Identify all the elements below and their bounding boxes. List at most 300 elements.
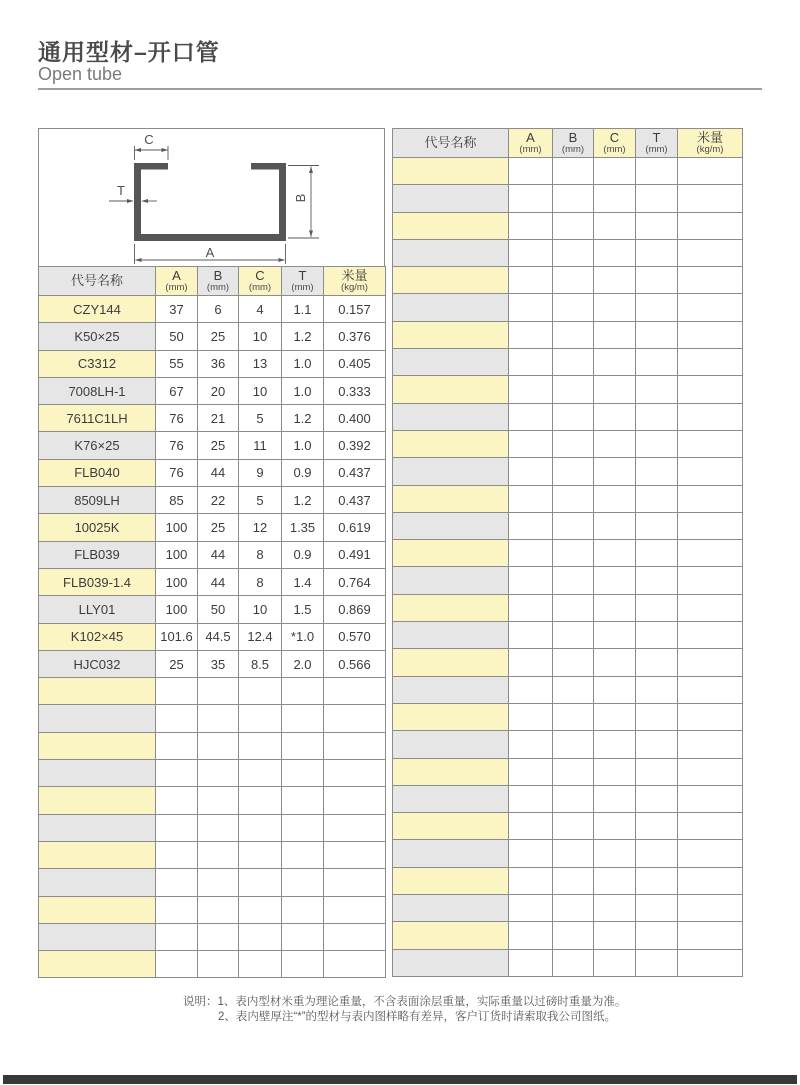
value-cell [678,649,743,676]
column-header: T (mm) [636,129,678,158]
value-cell [678,622,743,649]
value-cell: 0.869 [324,596,386,623]
code-cell [393,567,509,594]
value-cell [678,840,743,867]
value-cell [553,321,594,348]
value-cell [636,403,678,430]
value-cell [553,185,594,212]
value-cell [636,458,678,485]
value-cell [678,785,743,812]
value-cell: 35 [198,650,239,677]
table-row [39,596,386,623]
value-cell [553,622,594,649]
value-cell: 25 [198,432,239,459]
code-cell: 7611C1LH [39,405,156,432]
table-row [39,568,386,595]
table-row [393,267,743,294]
value-cell [594,403,636,430]
value-cell [553,403,594,430]
value-cell [324,787,386,814]
code-cell [393,458,509,485]
value-cell [198,896,239,923]
code-cell [393,731,509,758]
table-row [39,432,386,459]
value-cell: 0.491 [324,541,386,568]
value-cell [239,841,282,868]
value-cell [636,867,678,894]
value-cell [678,239,743,266]
page-title: 通用型材–开口管 [38,39,220,65]
value-cell [594,731,636,758]
value-cell [282,760,324,787]
value-cell: 1.0 [282,350,324,377]
code-cell [393,294,509,321]
value-cell [678,703,743,730]
value-cell: 25 [156,650,198,677]
table-row [39,377,386,404]
value-cell [594,622,636,649]
code-cell [393,403,509,430]
code-cell [393,895,509,922]
value-cell [156,896,198,923]
value-cell [553,922,594,949]
value-cell [156,841,198,868]
code-cell [393,840,509,867]
value-cell: 9 [239,459,282,486]
table-row [393,758,743,785]
value-cell [594,840,636,867]
value-cell [678,403,743,430]
value-cell: 1.0 [282,432,324,459]
value-cell [594,512,636,539]
table-row [393,813,743,840]
value-cell [509,922,553,949]
table-row [393,922,743,949]
value-cell [282,705,324,732]
table-row [393,895,743,922]
value-cell [678,731,743,758]
value-cell: 1.4 [282,568,324,595]
title-divider [38,88,762,90]
value-cell: 76 [156,405,198,432]
value-cell: 37 [156,296,198,323]
table-row [393,321,743,348]
value-cell [636,540,678,567]
value-cell [594,867,636,894]
dim-label-b: B [293,193,308,203]
note-line-1: 1、表内型材米重为理论重量，不含表面涂层重量，实际重量以过磅时重量为准。 [217,996,627,1008]
value-cell [156,951,198,978]
note-line-2: 2、表内壁厚注“*”的型材与表内图样略有差异，客户订货时请索取我公司图纸。 [218,1011,617,1023]
value-cell: 13 [239,350,282,377]
value-cell [553,676,594,703]
profile-spec-table [38,266,386,978]
value-cell [594,949,636,976]
value-cell [324,814,386,841]
value-cell [636,840,678,867]
value-cell [678,949,743,976]
value-cell [324,678,386,705]
value-cell [156,787,198,814]
value-cell: 100 [156,596,198,623]
code-cell [393,813,509,840]
code-cell [393,758,509,785]
table-row [393,212,743,239]
code-cell: K76×25 [39,432,156,459]
value-cell [509,376,553,403]
value-cell [594,922,636,949]
table-row [39,487,386,514]
value-cell: 0.400 [324,405,386,432]
value-cell [678,376,743,403]
table-row [39,650,386,677]
value-cell: 0.376 [324,323,386,350]
code-cell [39,705,156,732]
value-cell [553,267,594,294]
value-cell [553,349,594,376]
table-row [39,841,386,868]
value-cell: 2.0 [282,650,324,677]
value-cell [509,622,553,649]
value-cell: 0.157 [324,296,386,323]
value-cell [198,814,239,841]
value-cell [594,594,636,621]
value-cell [324,732,386,759]
value-cell [594,703,636,730]
value-cell [636,785,678,812]
table-row [393,349,743,376]
header-row [393,129,743,158]
value-cell [636,922,678,949]
code-cell [393,867,509,894]
code-cell [39,678,156,705]
value-cell [636,813,678,840]
value-cell [239,896,282,923]
value-cell [509,567,553,594]
value-cell [678,512,743,539]
code-cell [39,869,156,896]
table-row [393,867,743,894]
table-row [39,951,386,978]
table-row [393,239,743,266]
column-header: T (mm) [282,267,324,296]
value-cell [553,785,594,812]
table-row [39,705,386,732]
value-cell [198,760,239,787]
value-cell [156,705,198,732]
value-cell [636,349,678,376]
code-cell: 10025K [39,514,156,541]
value-cell [239,732,282,759]
value-cell: 76 [156,432,198,459]
table-row [39,732,386,759]
dim-label-a: A [205,245,215,260]
value-cell [553,731,594,758]
value-cell [594,349,636,376]
value-cell [509,540,553,567]
value-cell: 100 [156,568,198,595]
table-row [393,430,743,457]
table-row [393,294,743,321]
code-cell [393,185,509,212]
value-cell [678,349,743,376]
value-cell [636,239,678,266]
code-cell: FLB039-1.4 [39,568,156,595]
code-cell [393,430,509,457]
value-cell [636,512,678,539]
value-cell: 85 [156,487,198,514]
value-cell: 25 [198,323,239,350]
dim-label-c: C [144,132,154,147]
value-cell: 8 [239,568,282,595]
value-cell: 22 [198,487,239,514]
code-cell [393,649,509,676]
code-cell [39,787,156,814]
table-row [393,458,743,485]
value-cell [678,567,743,594]
value-cell: 1.1 [282,296,324,323]
value-cell [678,758,743,785]
header-row [39,267,386,296]
value-cell [678,867,743,894]
value-cell [509,321,553,348]
value-cell [594,430,636,457]
column-header: 米量 (kg/m) [324,267,386,296]
value-cell: 50 [156,323,198,350]
value-cell [509,430,553,457]
value-cell [594,158,636,185]
value-cell [509,485,553,512]
table-row [39,514,386,541]
value-cell [324,896,386,923]
table-row [39,541,386,568]
value-cell [282,732,324,759]
value-cell [324,760,386,787]
value-cell [553,867,594,894]
value-cell [509,949,553,976]
value-cell [509,785,553,812]
table-row [39,296,386,323]
notes-label: 说明： [183,996,218,1008]
page-footer-bar [3,1075,797,1084]
value-cell [553,376,594,403]
code-cell [393,785,509,812]
value-cell [678,676,743,703]
table-row [393,703,743,730]
value-cell [509,239,553,266]
value-cell [636,594,678,621]
value-cell: 1.35 [282,514,324,541]
table-row [393,594,743,621]
value-cell [553,840,594,867]
value-cell [678,267,743,294]
value-cell [594,267,636,294]
value-cell: 5 [239,405,282,432]
value-cell: 76 [156,459,198,486]
value-cell [282,814,324,841]
value-cell [239,678,282,705]
value-cell [594,458,636,485]
value-cell [636,758,678,785]
value-cell [156,678,198,705]
value-cell: 44 [198,541,239,568]
value-cell: 12 [239,514,282,541]
code-cell [393,239,509,266]
code-cell [39,896,156,923]
value-cell [509,267,553,294]
value-cell [553,594,594,621]
value-cell: 11 [239,432,282,459]
column-header: A (mm) [156,267,198,296]
code-cell: HJC032 [39,650,156,677]
value-cell [509,649,553,676]
value-cell [636,212,678,239]
value-cell [198,705,239,732]
value-cell [678,895,743,922]
value-cell [678,185,743,212]
value-cell [553,895,594,922]
table-row [393,840,743,867]
value-cell: 10 [239,596,282,623]
column-header: A (mm) [509,129,553,158]
table-row [39,323,386,350]
value-cell: 0.764 [324,568,386,595]
value-cell [282,869,324,896]
code-cell [393,949,509,976]
table-row [39,678,386,705]
value-cell: 0.619 [324,514,386,541]
value-cell [239,814,282,841]
value-cell [594,185,636,212]
code-cell: FLB040 [39,459,156,486]
value-cell [553,949,594,976]
value-cell: 67 [156,377,198,404]
value-cell: 8.5 [239,650,282,677]
value-cell: 44.5 [198,623,239,650]
value-cell [239,705,282,732]
value-cell [282,841,324,868]
code-cell: 7008LH-1 [39,377,156,404]
value-cell [198,732,239,759]
value-cell: 25 [198,514,239,541]
value-cell: 21 [198,405,239,432]
value-cell [594,895,636,922]
value-cell [282,896,324,923]
code-cell [393,622,509,649]
value-cell [594,376,636,403]
table-row [39,623,386,650]
value-cell: 0.9 [282,541,324,568]
value-cell [324,705,386,732]
value-cell: 55 [156,350,198,377]
value-cell [553,703,594,730]
value-cell: 4 [239,296,282,323]
value-cell [594,321,636,348]
code-cell [39,951,156,978]
value-cell [509,512,553,539]
value-cell [553,758,594,785]
table-row [393,622,743,649]
value-cell [553,158,594,185]
value-cell [553,813,594,840]
value-cell: 0.405 [324,350,386,377]
value-cell [156,814,198,841]
value-cell: 10 [239,377,282,404]
table-row [393,785,743,812]
value-cell [553,540,594,567]
value-cell [636,321,678,348]
table-row [393,676,743,703]
footnotes [183,995,626,1025]
value-cell [509,840,553,867]
value-cell [594,485,636,512]
value-cell: 1.5 [282,596,324,623]
value-cell [678,158,743,185]
code-cell [39,814,156,841]
value-cell [509,731,553,758]
code-cell: 8509LH [39,487,156,514]
dim-label-t: T [117,183,125,198]
value-cell [239,787,282,814]
value-cell [636,376,678,403]
table-row [393,403,743,430]
code-cell: LLY01 [39,596,156,623]
value-cell [553,649,594,676]
open-tube-profile-diagram [39,129,384,268]
code-cell: FLB039 [39,541,156,568]
value-cell [198,923,239,950]
value-cell [324,951,386,978]
code-cell: K50×25 [39,323,156,350]
value-cell [678,321,743,348]
value-cell [509,594,553,621]
code-cell [39,841,156,868]
column-header: C (mm) [594,129,636,158]
empty-spec-table [392,128,743,977]
value-cell [636,485,678,512]
value-cell [636,649,678,676]
value-cell: 100 [156,541,198,568]
page-subtitle: Open tube [38,64,123,84]
value-cell: 0.392 [324,432,386,459]
value-cell: 0.570 [324,623,386,650]
value-cell: 0.9 [282,459,324,486]
value-cell [678,922,743,949]
value-cell [324,841,386,868]
value-cell: 36 [198,350,239,377]
value-cell [282,951,324,978]
value-cell [636,567,678,594]
value-cell [509,403,553,430]
value-cell [594,649,636,676]
value-cell [553,458,594,485]
value-cell: 1.0 [282,377,324,404]
value-cell [636,622,678,649]
table-row [393,567,743,594]
value-cell [156,760,198,787]
value-cell: 0.437 [324,487,386,514]
value-cell [636,703,678,730]
table-row [393,949,743,976]
value-cell [509,895,553,922]
code-cell [393,594,509,621]
value-cell [509,158,553,185]
value-cell [509,458,553,485]
value-cell [509,185,553,212]
value-cell [509,676,553,703]
value-cell [594,212,636,239]
value-cell: 1.2 [282,323,324,350]
